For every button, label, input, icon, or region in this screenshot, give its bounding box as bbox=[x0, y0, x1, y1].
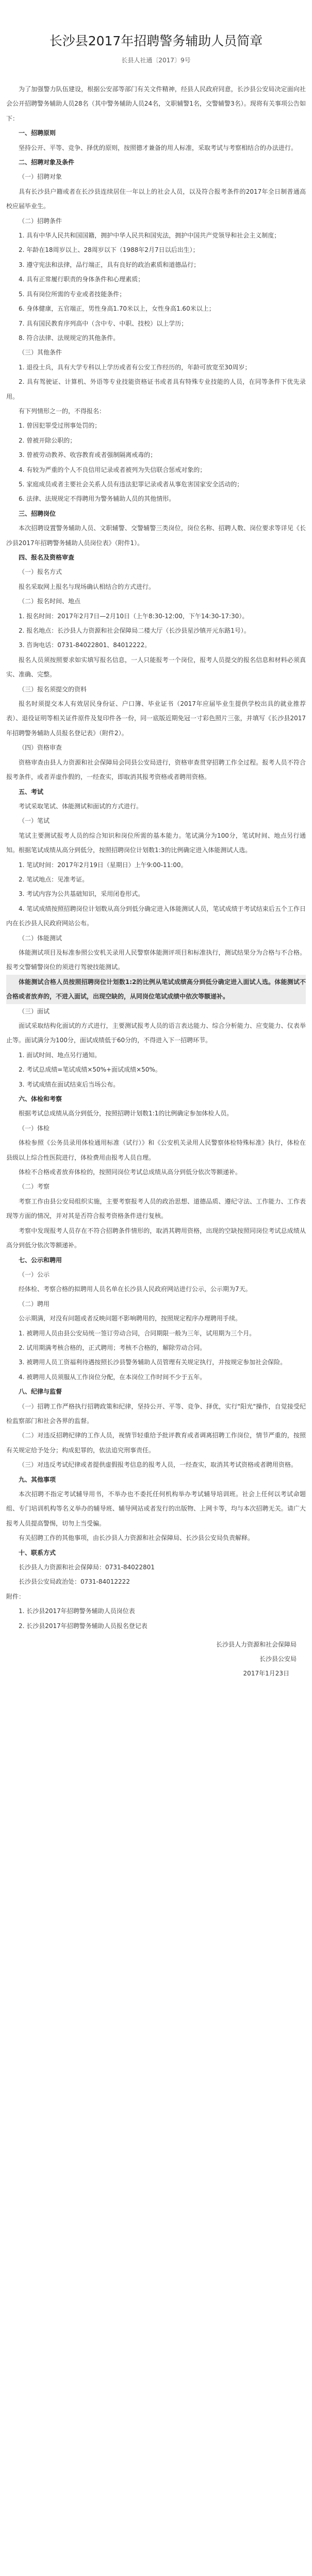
paragraph: 为了加强警力队伍建设，根据公安部等部门有关文件精神，经县人民政府同意，长沙县公安局决定面向社会公开招聘警务辅助人员28名（其中警务辅助人员24名，文职辅警1名，交警辅警3名）。现将有关事项公告如下： bbox=[6, 86, 306, 122]
paragraph: （三）其他条件 bbox=[19, 349, 62, 357]
paragraph: 附件： bbox=[6, 1592, 25, 1600]
paragraph: 笔试主要测试报考人员的综合知识和岗位所需的基本能力。笔试满分为100分，笔试时间、地点另行通知。根据笔试成绩从高分到低分，按照招聘岗位计划数1:3的比例确定进入体能测试人选。 bbox=[6, 832, 306, 854]
paragraph: 4. 具有正常履行职责的身体条件和心理素质； bbox=[19, 276, 144, 283]
paragraph: （一）笔试 bbox=[19, 817, 50, 825]
section-heading: 九、其他事项 bbox=[19, 1476, 56, 1483]
paragraph: 2. 曾被开除公职的； bbox=[19, 436, 76, 444]
signature-org-hr: 长沙县人力资源和社会保障局 bbox=[216, 1641, 297, 1649]
paragraph: 2. 长沙县2017年招聘警务辅助人员报名登记表 bbox=[19, 1622, 147, 1630]
paragraph: （三）对违反考试纪律或者提供虚假报考信息的报考人员，一经查实，取消其考试资格或者聘用资格。 bbox=[19, 1461, 298, 1469]
paragraph: （三）报名须提交的资料 bbox=[19, 685, 87, 693]
paragraph: 体能测试项目及标准参照公安机关录用人民警察体能测评项目和标准执行，测试结果分为合格与不合格。报考交警辅警岗位的须进行驾驶技能测试。 bbox=[6, 948, 306, 971]
section-heading: 八、纪律与监督 bbox=[19, 1388, 62, 1396]
paragraph: 长沙县公安局政治处：0731-84012222 bbox=[19, 1578, 130, 1586]
paragraph: （四）资格审查 bbox=[19, 744, 62, 752]
paragraph: （二）体能测试 bbox=[19, 934, 62, 942]
paragraph: 7. 具有国民教育序列高中（含中专、中职、技校）以上学历； bbox=[19, 319, 188, 327]
paragraph: 坚持公开、平等、竞争、择优的原则，按照德才兼备的用人标准，采取考试与考察相结合的办法进行。 bbox=[19, 144, 298, 151]
paragraph: 1. 具有中华人民共和国国籍，拥护中华人民共和国宪法，拥护中国共产党领导和社会主义制度； bbox=[19, 232, 281, 240]
section-heading: 一、招聘原则 bbox=[19, 129, 56, 137]
paragraph: 5. 家庭成员或者主要社会关系人员有违法犯罪记录或者从事危害国家安全活动的； bbox=[19, 480, 243, 488]
paragraph: 报名时须提交本人有效居民身份证、户口簿、毕业证书（2017年应届毕业生提供学校出具的就业推荐表）、退役证明等相关证件原件及复印件各一份，同一底版近期免冠一寸彩色照片三张，并填写《长沙县2017年招聘警务辅助人员报名登记表》（附件2）。 bbox=[6, 700, 306, 737]
paragraph: 考察中发现报考人员存在不符合招聘条件情形的，取消其聘用资格，出现的空缺按照同岗位考试总成绩从高分到低分依次等额递补。 bbox=[6, 1227, 306, 1249]
paragraph: 3. 曾被劳动教养、收容教育或者强制隔离戒毒的； bbox=[19, 451, 157, 459]
paragraph: 1. 笔试时间：2017年2月19日（星期日）上午9:00-11:00。 bbox=[19, 861, 187, 869]
paragraph: 报名采取网上报名与现场确认相结合的方式进行。 bbox=[19, 583, 155, 590]
paragraph: （一）公示 bbox=[19, 1270, 50, 1278]
paragraph: 6. 身体健康，五官端正，男性身高1.70米以上，女性身高1.60米以上； bbox=[19, 305, 215, 313]
paragraph: 面试采取结构化面试的方式进行，主要测试报考人员的语言表达能力、综合分析能力、应变能力、仪表举止等。面试满分为100分，面试成绩低于60分的，不得进入下一招聘环节。 bbox=[6, 1022, 306, 1044]
document-body bbox=[0, 82, 312, 1633]
paragraph: 2. 考试总成绩=笔试成绩×50%+面试成绩×50%。 bbox=[19, 1066, 161, 1074]
paragraph: 4. 笔试成绩按照招聘岗位计划数从高分到低分确定进入体能测试人员，笔试成绩于考试结束后五个工作日内在长沙县人民政府网站公布。 bbox=[6, 905, 306, 927]
document-number: 长县人社通〔2017〕9号 bbox=[121, 57, 191, 64]
paragraph: 2. 报名地点：长沙县人力资源和社会保障局二楼大厅（长沙县星沙镇开元东路1号）。 bbox=[19, 627, 250, 635]
paragraph: 根据考试总成绩从高分到低分，按照招聘计划数1:1的比例确定参加体检人员。 bbox=[19, 1110, 233, 1117]
paragraph: 长沙县人力资源和社会保障局：0731-84022801 bbox=[19, 1564, 155, 1571]
paragraph: 体检不合格或者放弃体检的，按照同岗位考试总成绩从高分到低分依次等额递补。 bbox=[19, 1168, 242, 1176]
paragraph: 1. 退役士兵，具有大学专科以上学历或者有公安工作经历的，年龄可放宽至30周岁； bbox=[19, 363, 251, 371]
paragraph: 5. 具有岗位所需的专业或者技能条件； bbox=[19, 290, 126, 298]
paragraph: 2. 试用期满考核合格的，正式聘用；考核不合格的，解除劳动合同。 bbox=[19, 1344, 206, 1351]
paragraph: 6. 法律、法规规定不得聘用为警务辅助人员的其他情形。 bbox=[19, 495, 175, 503]
section-heading: 六、体检和考察 bbox=[19, 1095, 62, 1103]
paragraph: 3. 遵守宪法和法律，品行端正，具有良好的政治素质和道德品行； bbox=[19, 261, 200, 268]
paragraph: 公示期满，对没有问题或者反映问题不影响聘用的，按照规定程序办理聘用手续。 bbox=[19, 1315, 242, 1323]
paragraph: （一）招聘对象 bbox=[19, 173, 62, 181]
section-heading: 二、招聘对象及条件 bbox=[19, 159, 75, 166]
section-heading: 十、联系方式 bbox=[19, 1549, 56, 1556]
paragraph: （一）体检 bbox=[19, 1124, 50, 1132]
page-title: 长沙县2017年招聘警务辅助人员简章 bbox=[49, 33, 263, 48]
paragraph: 具有长沙县户籍或者在长沙县连续居住一年以上的社会人员，以及符合报考条件的2017年全日制普通高校应届毕业生。 bbox=[6, 188, 306, 210]
paragraph: （一）招聘工作严格执行招聘政策和纪律，坚持公开、平等、竞争、择优，实行"阳光"操作，自觉接受纪检监察部门和社会各界的监督。 bbox=[6, 1402, 306, 1425]
paragraph: （二）对违反招聘纪律的工作人员，视情节轻重给予批评教育或者调离招聘工作岗位，情节严重的，按照有关规定给予处分；构成犯罪的，依法追究刑事责任。 bbox=[6, 1432, 306, 1454]
paragraph: 3. 考试成绩在面试结束后当场公布。 bbox=[19, 1080, 120, 1088]
paragraph: 资格审查由县人力资源和社会保障局会同县公安局进行，资格审查贯穿招聘工作全过程。报考人员不符合报考条件，或者弄虚作假的，一经查实，即取消其报考资格或者聘用资格。 bbox=[6, 758, 306, 781]
paragraph: 3. 考试内容为公共基础知识，采用闭卷形式。 bbox=[19, 890, 144, 898]
paragraph: 本次招聘不指定考试辅导用书，不举办也不委托任何机构举办考试辅导培训班。社会上任何以考试命题组、专门培训机构等名义举办的辅导班、辅导网站或者发行的出版物、上网卡等，均与本次招聘无关。请广大报考人员提高警惕，切勿上当受骗。 bbox=[6, 1490, 306, 1527]
paragraph: 2. 笔试地点：见准考证。 bbox=[19, 875, 89, 883]
paragraph: （二）招聘条件 bbox=[19, 217, 62, 225]
paragraph: 1. 被聘用人员由县公安局统一签订劳动合同，合同期限一般为三年，试用期为三个月。 bbox=[19, 1329, 256, 1337]
paragraph: （二）聘用 bbox=[19, 1300, 50, 1308]
paragraph: （三）面试 bbox=[19, 1007, 50, 1015]
paragraph: 1. 曾因犯罪受过刑事处罚的； bbox=[19, 422, 101, 430]
paragraph: 考察工作由县公安局组织实施，主要考察报考人员的政治思想、道德品质、遵纪守法、工作能力、工作表现等方面的情况，并对其是否符合报考资格条件进行复核。 bbox=[6, 1197, 306, 1220]
paragraph: 经体检、考察合格的拟聘用人员名单在长沙县人民政府网站进行公示，公示期为7天。 bbox=[19, 1285, 252, 1293]
paragraph: 2. 年龄在18周岁以上、28周岁以下（1988年2月7日以后出生）； bbox=[19, 246, 199, 254]
paragraph: 体检参照《公务员录用体检通用标准（试行）》和《公安机关录用人民警察体检特殊标准》执行，体检在县级以上综合性医院进行，体检费用由报考人员自理。 bbox=[6, 1139, 306, 1161]
paragraph: （二）报名时间、地点 bbox=[19, 598, 81, 605]
paragraph: （一）报名方式 bbox=[19, 568, 62, 576]
paragraph: 1. 报名时间：2017年2月7日—2月10日（上午8:30-12:00，下午14:30-17:30）。 bbox=[19, 612, 249, 620]
section-heading: 七、公示和聘用 bbox=[19, 1256, 62, 1264]
signature-date: 2017年1月23日 bbox=[243, 1670, 289, 1677]
paragraph: 3. 咨询电话：0731-84022801、84012222。 bbox=[19, 641, 151, 649]
paragraph: 1. 长沙县2017年招聘警务辅助人员岗位表 bbox=[19, 1607, 135, 1615]
signature-org-police: 长沙县公安局 bbox=[259, 1655, 297, 1663]
paragraph: 有下列情形之一的，不得报名： bbox=[19, 407, 106, 415]
paragraph: 本次招聘设置警务辅助人员、文职辅警、交警辅警三类岗位，岗位名称、招聘人数、岗位要求等详见《长沙县2017年招聘警务辅助人员岗位表》（附件1）。 bbox=[6, 524, 306, 547]
paragraph: 有关招聘工作的其他事项，由长沙县人力资源和社会保障局、长沙县公安局负责解释。 bbox=[19, 1534, 254, 1542]
paragraph: （二）考察 bbox=[19, 1183, 50, 1191]
section-heading: 四、报名及资格审查 bbox=[19, 554, 75, 561]
paragraph: 报名人员须按照要求如实填写报名信息，一人只能报考一个岗位，报考人员提交的报名信息和材料必须真实、准确、完整。 bbox=[6, 656, 306, 679]
paragraph: 4. 有较为严重的个人不良信用记录或者被列为失信联合惩戒对象的； bbox=[19, 466, 206, 473]
paragraph: 体能测试合格人员按照招聘岗位计划数1:2的比例从笔试成绩高分到低分确定进入面试人选。体能测试不合格或者放弃的，不进入面试，出现空缺的，从同岗位笔试成绩中依次等额递补。 bbox=[6, 975, 306, 1004]
section-heading: 三、招聘岗位 bbox=[19, 510, 56, 517]
paragraph: 3. 被聘用人员工资福利待遇按照长沙县警务辅助人员管理有关规定执行，并按规定参加社会保险。 bbox=[19, 1359, 287, 1366]
paragraph: 1. 面试时间、地点另行通知。 bbox=[19, 1051, 101, 1059]
paragraph: 2. 具有驾驶证、计算机、外语等专业技能资格证书或者具有特殊专业技能的人员，在同等条件下优先录用。 bbox=[6, 378, 306, 400]
paragraph: 4. 被聘用人员须服从工作岗位分配，在本岗位工作时间不少于五年。 bbox=[19, 1373, 206, 1381]
paragraph: 8. 符合法律、法规规定的其他条件。 bbox=[19, 334, 120, 342]
section-heading: 五、考试 bbox=[19, 788, 44, 795]
paragraph: 考试采取笔试、体能测试和面试的方式进行。 bbox=[19, 802, 143, 810]
